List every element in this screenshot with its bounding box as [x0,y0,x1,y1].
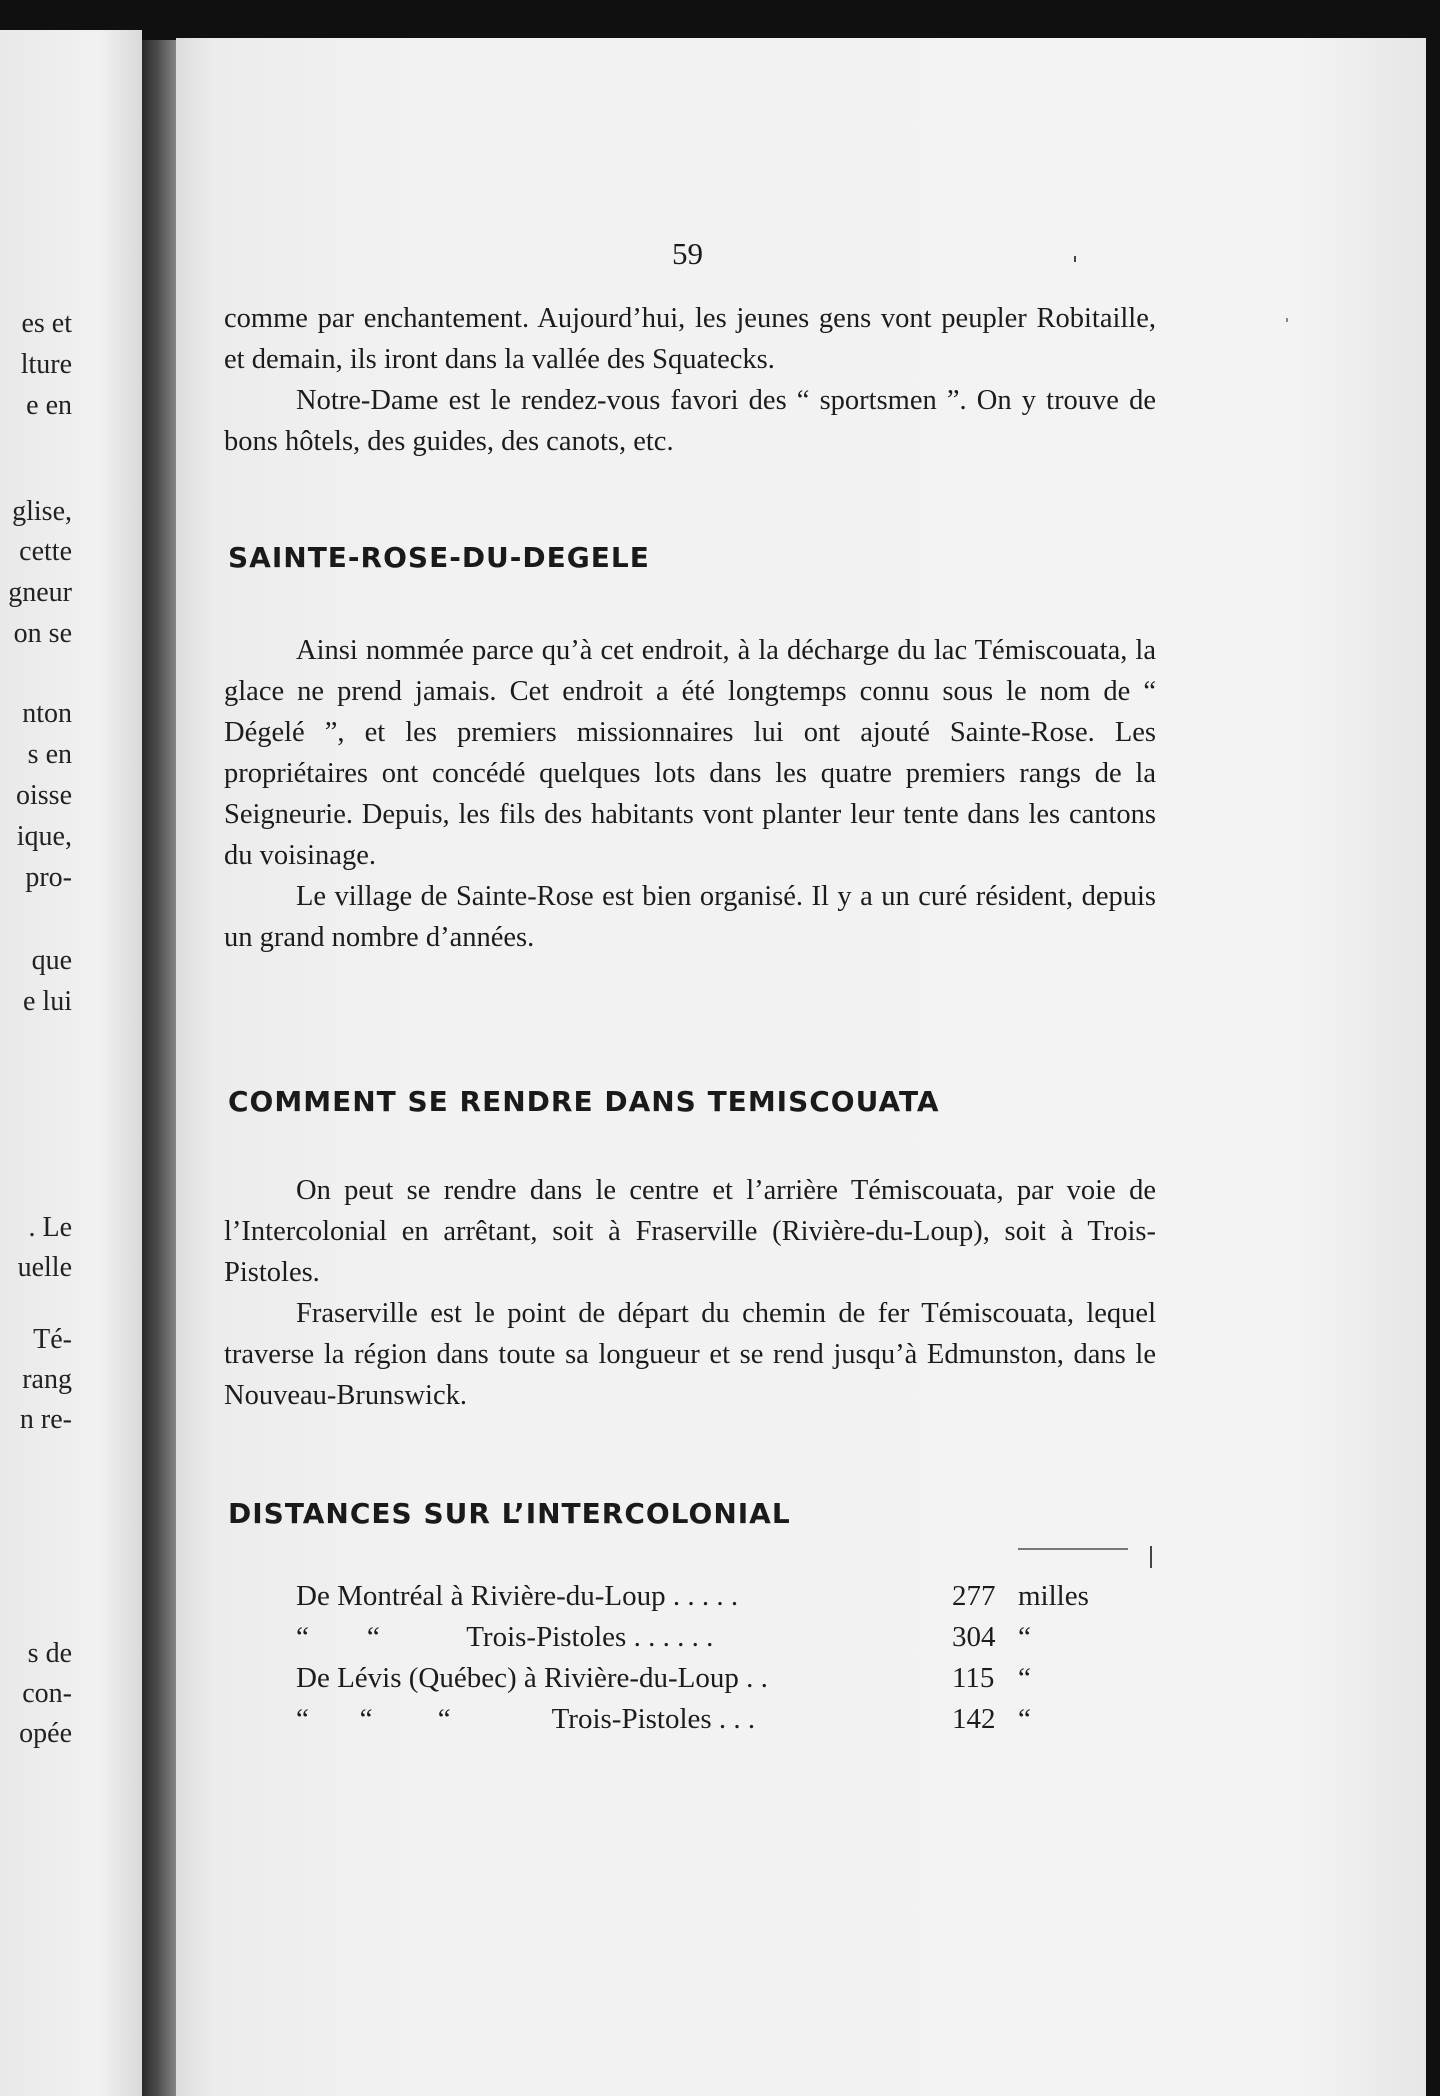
scan-speck [1018,1548,1128,1550]
section-heading: COMMENT SE RENDRE DANS TEMISCOUATA [228,1085,940,1118]
left-page-fragment: con- [22,1678,72,1709]
route-cell: De Montréal à Rivière-du-Loup . . . . . [296,1580,739,1612]
distance-table [296,1580,1116,1744]
paragraph: Ainsi nommée parce qu’à cet endroit, à la décharge du lac Témiscouata, la glace ne prend jamais. Cet endroit a été longtemps connu sous le nom de “ Dégelé ”, et les premiers missionnaires lui ont ajouté Sainte-Rose. Les propriétaires ont concédé quelques lots dans les quatre premiers rangs de la Seigneurie. Depuis, les fils des habitants vont planter leur tente dans les cantons du voisinage. [224,635,1156,871]
page-number: 59 [672,236,703,271]
left-page-fragment: es et [21,308,72,339]
paragraph: comme par enchantement. Aujourd’hui, les jeunes gens vont peupler Robitaille, et demain, ils iront dans la vallée des Squatecks. [224,303,1156,375]
scan-speck [1150,1546,1152,1568]
route-cell: “ “ “ Trois-Pistoles . . . [296,1703,756,1735]
left-page-fragment: ique, [16,821,72,852]
left-page-fragment: opée [19,1718,72,1749]
table-row [296,1703,1116,1744]
paragraph: Le village de Sainte-Rose est bien organisé. Il y a un curé résident, depuis un grand nombre d’années. [224,881,1156,953]
left-page-fragment: oisse [16,780,72,811]
left-page-fragment: on se [13,618,72,649]
scan-speck [1074,256,1076,262]
left-page-fragment: cette [19,536,72,567]
left-page-fragment: s en [27,739,72,770]
unit-cell: “ [1018,1662,1031,1694]
left-page-fragment: n re- [19,1404,72,1435]
scan-speck [1286,318,1288,322]
section-heading: DISTANCES SUR L’INTERCOLONIAL [228,1497,791,1530]
left-page-fragment: que [31,945,72,976]
previous-page-edge [0,30,142,2096]
table-row [296,1580,1116,1621]
table-row [296,1662,1116,1703]
left-page-fragment: e en [26,390,72,421]
distance-cell: 142 [952,1703,996,1735]
section-text [224,630,1156,958]
paragraph: Fraserville est le point de départ du chemin de fer Témiscouata, lequel traverse la région dans toute sa longueur et se rend jusqu’à Edmunston, dans le Nouveau-Brunswick. [224,1298,1156,1411]
paragraph: Notre-Dame est le rendez-vous favori des “ sportsmen ”. On y trouve de bons hôtels, des guides, des canots, etc. [224,385,1156,457]
left-page-fragment: rang [22,1364,72,1395]
distance-cell: 277 [952,1580,996,1612]
left-page-fragment: uelle [17,1252,72,1283]
section-text [224,1170,1156,1416]
unit-cell: “ [1018,1703,1031,1735]
route-cell: “ “ Trois-Pistoles . . . . . . [296,1621,714,1653]
unit-cell: “ [1018,1621,1031,1653]
left-page-fragment: Té- [33,1324,72,1355]
table-row [296,1621,1116,1662]
left-page-fragment: gneur [8,577,72,608]
paragraph: On peut se rendre dans le centre et l’arrière Témiscouata, par voie de l’Intercolonial en arrêtant, soit à Fraserville (Rivière-du-Loup), soit à Trois-Pistoles. [224,1175,1156,1288]
left-page-fragment: . Le [28,1212,72,1243]
left-page-fragment: pro- [25,862,72,893]
unit-cell: milles [1018,1580,1089,1612]
intro-text [224,298,1156,462]
distance-cell: 304 [952,1621,996,1653]
book-gutter [142,40,178,2096]
left-page-fragment: e lui [23,986,72,1017]
route-cell: De Lévis (Québec) à Rivière-du-Loup . . [296,1662,768,1694]
distance-cell: 115 [952,1662,995,1694]
left-page-fragment: glise, [12,496,72,527]
left-page-fragment: s de [27,1638,72,1669]
section-heading: SAINTE-ROSE-DU-DEGELE [228,541,650,574]
left-page-fragment: lture [20,349,72,380]
left-page-fragment: nton [22,698,72,729]
